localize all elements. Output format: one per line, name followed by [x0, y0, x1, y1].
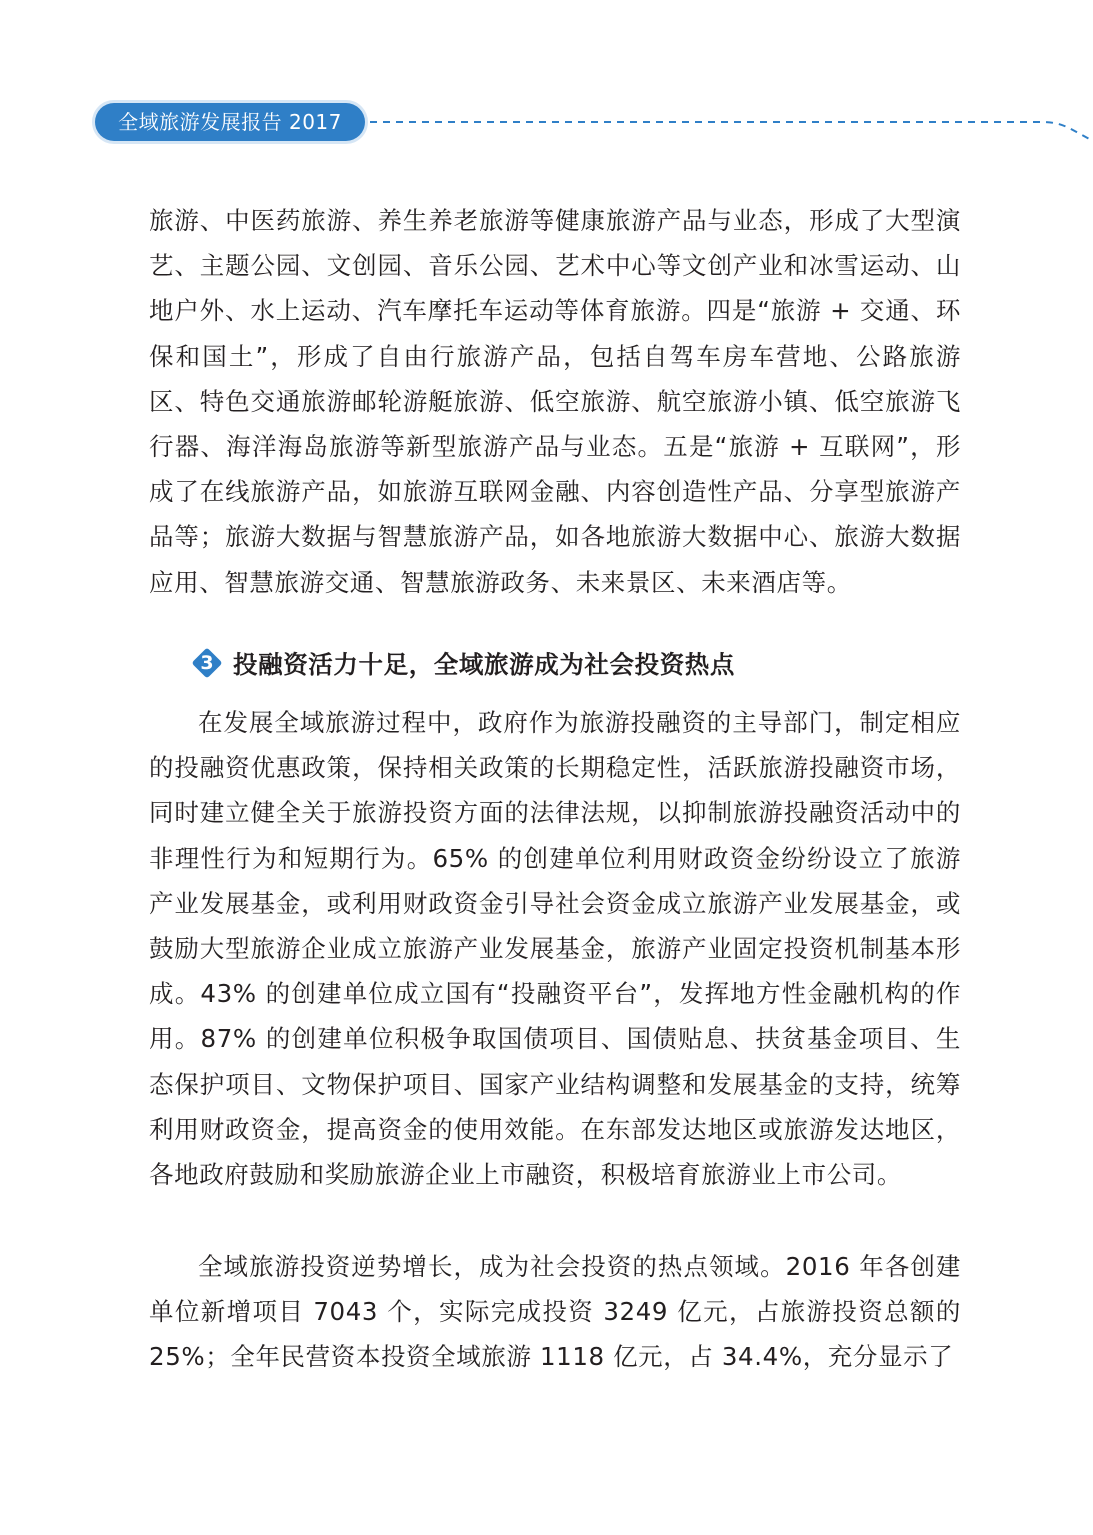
section-heading: [190, 645, 735, 681]
diamond-number-icon: [190, 646, 224, 680]
header-title: 全域旅游发展报告 2017: [118, 110, 342, 134]
body-paragraph-1: 旅游、中医药旅游、养生养老旅游等健康旅游产品与业态，形成了大型演艺、主题公园、文创园、音乐公园、艺术中心等文创产业和冰雪运动、山地户外、水上运动、汽车摩托车运动等体育旅游。四是“旅游 + 交通、环保和国土”，形成了自由行旅游产品，包括自驾车房车营地、公路旅游区、特色交通旅游邮轮游艇旅游、低空旅游、航空旅游小镇、低空旅游飞行器、海洋海岛旅游等新型旅游产品与业态。五是“旅游 + 互联网”，形成了在线旅游产品，如旅游互联网金融、内容创造性产品、分享型旅游产品等；旅游大数据与智慧旅游产品，如各地旅游大数据中心、旅游大数据应用、智慧旅游交通、智慧旅游政务、未来景区、未来酒店等。: [149, 206, 961, 597]
section-title: 投融资活力十足，全域旅游成为社会投资热点: [233, 649, 735, 679]
section-number: 3: [200, 652, 214, 674]
header-dashed-line: [368, 110, 1093, 150]
header-title-badge: [95, 103, 365, 141]
body-paragraph-2: 在发展全域旅游过程中，政府作为旅游投融资的主导部门，制定相应的投融资优惠政策，保持相关政策的长期稳定性，活跃旅游投融资市场，同时建立健全关于旅游投资方面的法律法规，以抑制旅游投融资活动中的非理性行为和短期行为。65% 的创建单位利用财政资金纷纷设立了旅游产业发展基金，或利用财政资金引导社会资金成立旅游产业发展基金，或鼓励大型旅游企业成立旅游产业发展基金，旅游产业固定投资机制基本形成。43% 的创建单位成立国有“投融资平台”，发挥地方性金融机构的作用。87% 的创建单位积极争取国债项目、国债贴息、扶贫基金项目、生态保护项目、文物保护项目、国家产业结构调整和发展基金的支持，统筹利用财政资金，提高资金的使用效能。在东部发达地区或旅游发达地区，各地政府鼓励和奖励旅游企业上市融资，积极培育旅游业上市公司。: [149, 708, 961, 1190]
body-paragraph-3: 全域旅游投资逆势增长，成为社会投资的热点领域。2016 年各创建单位新增项目 7043 个，实际完成投资 3249 亿元，占旅游投资总额的 25%；全年民营资本投资全域旅游 1118 亿元，占 34.4%，充分显示了: [149, 1252, 961, 1372]
